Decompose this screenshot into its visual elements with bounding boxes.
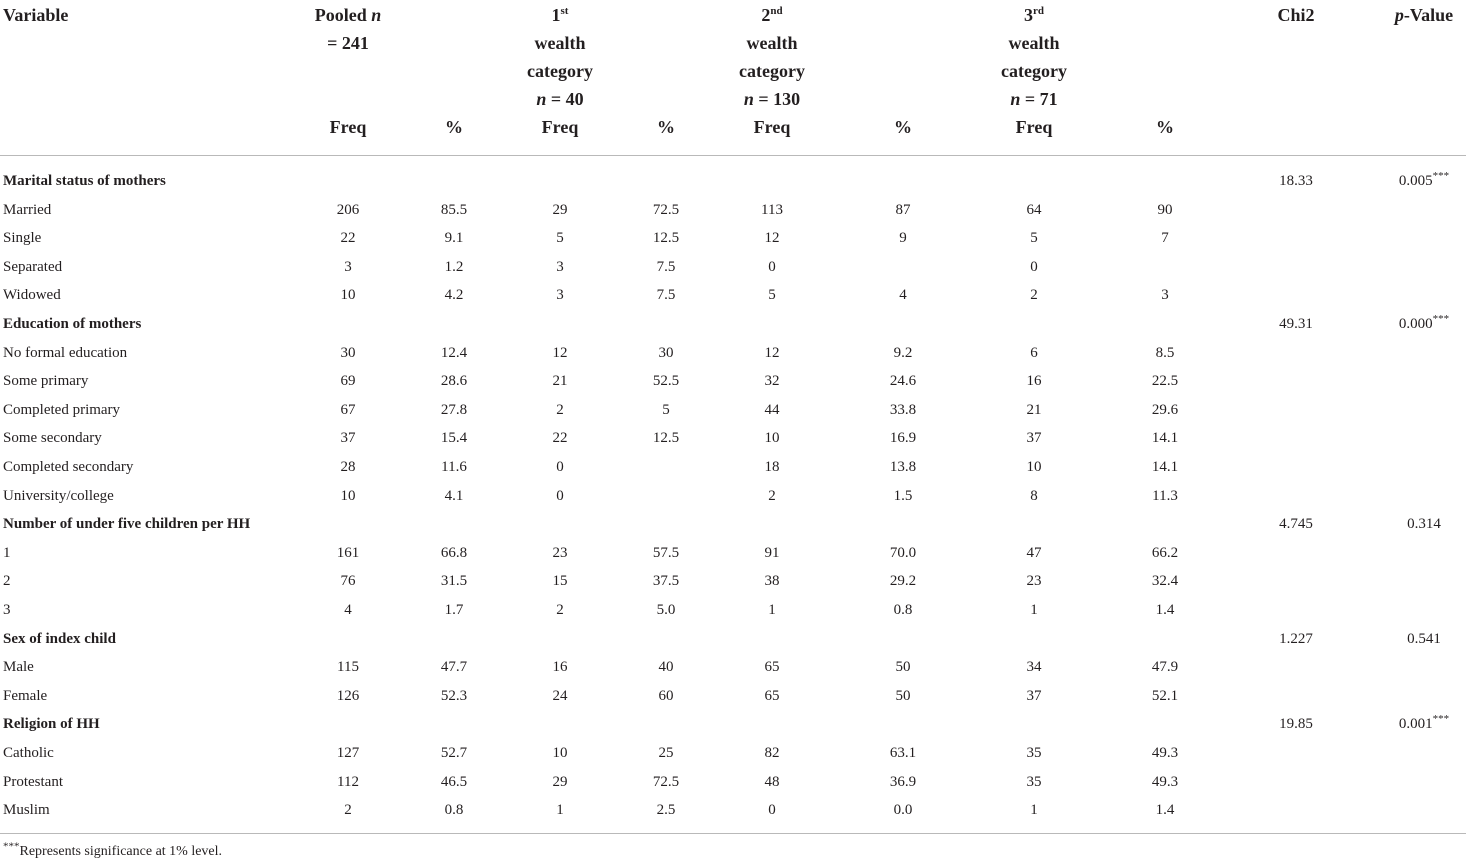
table-cell: 1.2 [444, 259, 464, 275]
table-cell: 1 [556, 802, 564, 818]
header-second-category: category [739, 61, 805, 81]
table-cell: 206 [336, 202, 360, 218]
table-cell: 5 [556, 230, 564, 246]
table-cell: 3 [556, 259, 564, 275]
p-value-number: 0.005 [1398, 173, 1433, 189]
row-label: 3 [3, 602, 11, 618]
table-cell: 10 [340, 287, 356, 303]
table-cell: 12.4 [440, 345, 468, 361]
table-cell: 112 [337, 774, 359, 790]
table-cell: 30 [340, 345, 356, 361]
table-cell: 4 [899, 287, 907, 303]
header-pct: % [1156, 117, 1174, 137]
header-third-wealth: wealth [1008, 33, 1060, 53]
row-label: Completed secondary [3, 459, 134, 475]
row-label: Catholic [3, 745, 54, 761]
p-value-number: 0.541 [1407, 631, 1441, 647]
significance-marker: *** [1432, 713, 1450, 725]
table-cell: 0 [1030, 259, 1038, 275]
table-cell: 90 [1157, 202, 1173, 218]
table-cell: 76 [340, 573, 356, 589]
header-pct: % [445, 117, 463, 137]
header-freq: Freq [329, 117, 367, 137]
table-cell: 37.5 [652, 573, 680, 589]
table-cell: 82 [764, 745, 780, 761]
table-cell: 1 [768, 602, 776, 618]
header-rule [0, 155, 1466, 156]
table-cell: 14.1 [1151, 459, 1179, 475]
table-cell: 87 [895, 202, 911, 218]
table-cell: 5 [1030, 230, 1038, 246]
table-cell: 37 [340, 430, 356, 446]
table-cell: 0.8 [893, 602, 913, 618]
table-cell: 36.9 [889, 774, 917, 790]
p-value [1407, 630, 1441, 648]
table-cell: 5 [662, 402, 670, 418]
row-label: Completed primary [3, 402, 121, 418]
row-label: Protestant [3, 774, 63, 790]
table-cell: 1.4 [1155, 602, 1175, 618]
header-variable: Variable [3, 5, 69, 25]
table-cell: 113 [761, 202, 783, 218]
table-cell: 127 [336, 745, 360, 761]
header-third-ordinal: 3rd [1024, 5, 1044, 25]
table-cell: 35 [1026, 745, 1042, 761]
header-first-wealth: wealth [534, 33, 586, 53]
table-cell: 11.3 [1152, 488, 1178, 504]
table-cell: 16.9 [889, 430, 917, 446]
p-value [1399, 172, 1449, 190]
header-first-category: category [527, 61, 593, 81]
header-freq: Freq [753, 117, 791, 137]
table-cell: 44 [764, 402, 780, 418]
table-cell: 40 [658, 659, 674, 675]
header-pct: % [657, 117, 675, 137]
header-second-ordinal: 2nd [761, 5, 783, 25]
table-cell: 67 [340, 402, 356, 418]
table-cell: 23 [552, 545, 568, 561]
row-label: Some secondary [3, 430, 102, 446]
table-cell: 2 [1030, 287, 1038, 303]
table-cell: 1 [1030, 802, 1038, 818]
header-first-ordinal: 1st [551, 5, 569, 25]
table-cell: 29 [552, 202, 568, 218]
p-value [1399, 715, 1449, 733]
table-cell: 0 [768, 802, 776, 818]
header-freq: Freq [541, 117, 579, 137]
table-cell: 72.5 [652, 774, 680, 790]
p-value-number: 0.000 [1398, 316, 1433, 332]
table-cell: 24.6 [889, 373, 917, 389]
table-cell: 57.5 [652, 545, 680, 561]
table-cell: 85.5 [440, 202, 468, 218]
row-label: Some primary [3, 373, 89, 389]
table-cell: 49.3 [1151, 745, 1179, 761]
table-cell: 7 [1161, 230, 1169, 246]
table-cell: 0.0 [893, 802, 913, 818]
table-cell: 0 [556, 488, 564, 504]
row-label: Single [3, 230, 42, 246]
table-cell: 33.8 [889, 402, 917, 418]
table-cell: 49.3 [1151, 774, 1179, 790]
table-cell: 29 [552, 774, 568, 790]
table-cell: 16 [552, 659, 568, 675]
table-cell: 70.0 [889, 545, 917, 561]
table-cell: 11.6 [441, 459, 467, 475]
table-cell: 161 [336, 545, 360, 561]
table-cell: 126 [336, 688, 360, 704]
table-cell: 66.8 [440, 545, 468, 561]
table-cell: 12.5 [652, 230, 680, 246]
group-label: Sex of index child [3, 631, 116, 647]
table-cell: 5.0 [656, 602, 676, 618]
table-cell: 9.2 [893, 345, 913, 361]
header-second-count: n = 130 [743, 89, 801, 109]
table-cell: 64 [1026, 202, 1042, 218]
group-label: Number of under five children per HH [3, 516, 251, 532]
table-cell: 18 [764, 459, 780, 475]
table-cell: 3 [556, 287, 564, 303]
significance-marker: *** [1432, 313, 1450, 325]
table-cell: 47.9 [1151, 659, 1179, 675]
footnote: ***Represents significance at 1% level. [3, 840, 223, 859]
table-cell: 1.7 [444, 602, 464, 618]
header-p-value: p-Value [1394, 5, 1454, 25]
table-cell: 2 [556, 602, 564, 618]
table-cell: 46.5 [440, 774, 468, 790]
table-cell: 0 [768, 259, 776, 275]
table-cell: 10 [764, 430, 780, 446]
header-freq: Freq [1015, 117, 1053, 137]
table-cell: 14.1 [1151, 430, 1179, 446]
table-cell: 7.5 [656, 287, 676, 303]
p-value [1399, 315, 1449, 333]
chi2-value: 18.33 [1279, 173, 1313, 189]
group-label: Education of mothers [3, 316, 142, 332]
table-cell: 21 [552, 373, 568, 389]
row-label: 2 [3, 573, 11, 589]
table-cell: 29.2 [889, 573, 917, 589]
table-cell: 1.5 [893, 488, 913, 504]
header-pooled: Pooled n [314, 5, 382, 25]
row-label: Muslim [3, 802, 50, 818]
row-label: Female [3, 688, 48, 704]
table-cell: 5 [768, 287, 776, 303]
table-cell: 52.3 [440, 688, 468, 704]
table-cell: 15 [552, 573, 568, 589]
table-cell: 91 [764, 545, 780, 561]
table-cell: 29.6 [1151, 402, 1179, 418]
table-cell: 1.4 [1155, 802, 1175, 818]
table-cell: 38 [764, 573, 780, 589]
table-cell: 37 [1026, 688, 1042, 704]
header-chi2: Chi2 [1277, 5, 1315, 25]
table-cell: 22 [552, 430, 568, 446]
table-cell: 10 [1026, 459, 1042, 475]
table-cell: 50 [895, 659, 911, 675]
table-cell: 65 [764, 688, 780, 704]
table-cell: 10 [552, 745, 568, 761]
table-cell: 12 [764, 230, 780, 246]
table-cell: 25 [658, 745, 674, 761]
group-label: Marital status of mothers [3, 173, 166, 189]
row-label: No formal education [3, 345, 128, 361]
table-cell: 2 [344, 802, 352, 818]
table-cell: 10 [340, 488, 356, 504]
table-cell: 115 [337, 659, 359, 675]
table-cell: 8 [1030, 488, 1038, 504]
header-third-count: n = 71 [1010, 89, 1058, 109]
table-cell: 27.8 [440, 402, 468, 418]
table-cell: 15.4 [440, 430, 468, 446]
table-cell: 12 [764, 345, 780, 361]
table-cell: 47 [1026, 545, 1042, 561]
table-cell: 52.7 [440, 745, 468, 761]
table-cell: 21 [1026, 402, 1042, 418]
table-cell: 24 [552, 688, 568, 704]
table-cell: 28.6 [440, 373, 468, 389]
table-cell: 3 [344, 259, 352, 275]
table-cell: 13.8 [889, 459, 917, 475]
table-cell: 52.5 [652, 373, 680, 389]
table-cell: 9 [899, 230, 907, 246]
table-cell: 0 [556, 459, 564, 475]
table-cell: 37 [1026, 430, 1042, 446]
row-label: Married [3, 202, 52, 218]
table-cell: 66.2 [1151, 545, 1179, 561]
header-pct: % [894, 117, 912, 137]
p-value-number: 0.314 [1407, 516, 1441, 532]
table-cell: 23 [1026, 573, 1042, 589]
table-cell: 47.7 [440, 659, 468, 675]
table-cell: 4.1 [444, 488, 464, 504]
table-cell: 48 [764, 774, 780, 790]
table-cell: 3 [1161, 287, 1169, 303]
table-cell: 4 [344, 602, 352, 618]
table-cell: 34 [1026, 659, 1042, 675]
row-label: Male [3, 659, 34, 675]
p-value-number: 0.001 [1398, 716, 1433, 732]
table-cell: 32 [764, 373, 780, 389]
table-cell: 50 [895, 688, 911, 704]
table-cell: 22 [340, 230, 356, 246]
chi2-value: 49.31 [1279, 316, 1313, 332]
table-cell: 12.5 [652, 430, 680, 446]
table-cell: 65 [764, 659, 780, 675]
table-cell: 2.5 [656, 802, 676, 818]
table-cell: 1 [1030, 602, 1038, 618]
table-cell: 2 [556, 402, 564, 418]
table-cell: 32.4 [1151, 573, 1179, 589]
table-cell: 69 [340, 373, 356, 389]
table-cell: 30 [658, 345, 674, 361]
p-value [1407, 515, 1441, 533]
table-cell: 22.5 [1151, 373, 1179, 389]
chi2-value: 19.85 [1279, 716, 1313, 732]
table-cell: 60 [658, 688, 674, 704]
header-third-category: category [1001, 61, 1067, 81]
table-cell: 31.5 [440, 573, 468, 589]
table-cell: 9.1 [444, 230, 464, 246]
table-cell: 0.8 [444, 802, 464, 818]
table-cell: 2 [768, 488, 776, 504]
table-cell: 6 [1030, 345, 1038, 361]
significance-marker: *** [1432, 170, 1450, 182]
group-label: Religion of HH [3, 716, 100, 732]
table-cell: 35 [1026, 774, 1042, 790]
table-cell: 12 [552, 345, 568, 361]
row-label: 1 [3, 545, 11, 561]
table-cell: 72.5 [652, 202, 680, 218]
chi2-value: 1.227 [1279, 631, 1313, 647]
table-cell: 8.5 [1155, 345, 1175, 361]
table-cell: 52.1 [1151, 688, 1179, 704]
chi2-value: 4.745 [1279, 516, 1313, 532]
table-cell: 7.5 [656, 259, 676, 275]
row-label: University/college [3, 488, 114, 504]
header-second-wealth: wealth [746, 33, 798, 53]
table-cell: 4.2 [444, 287, 464, 303]
table-cell: 28 [340, 459, 356, 475]
table-cell: 16 [1026, 373, 1042, 389]
row-label: Widowed [3, 287, 61, 303]
bottom-rule [0, 833, 1466, 834]
table-cell: 63.1 [889, 745, 917, 761]
header-pooled-count: = 241 [327, 33, 369, 53]
header-first-count: n = 40 [536, 89, 584, 109]
row-label: Separated [3, 259, 63, 275]
